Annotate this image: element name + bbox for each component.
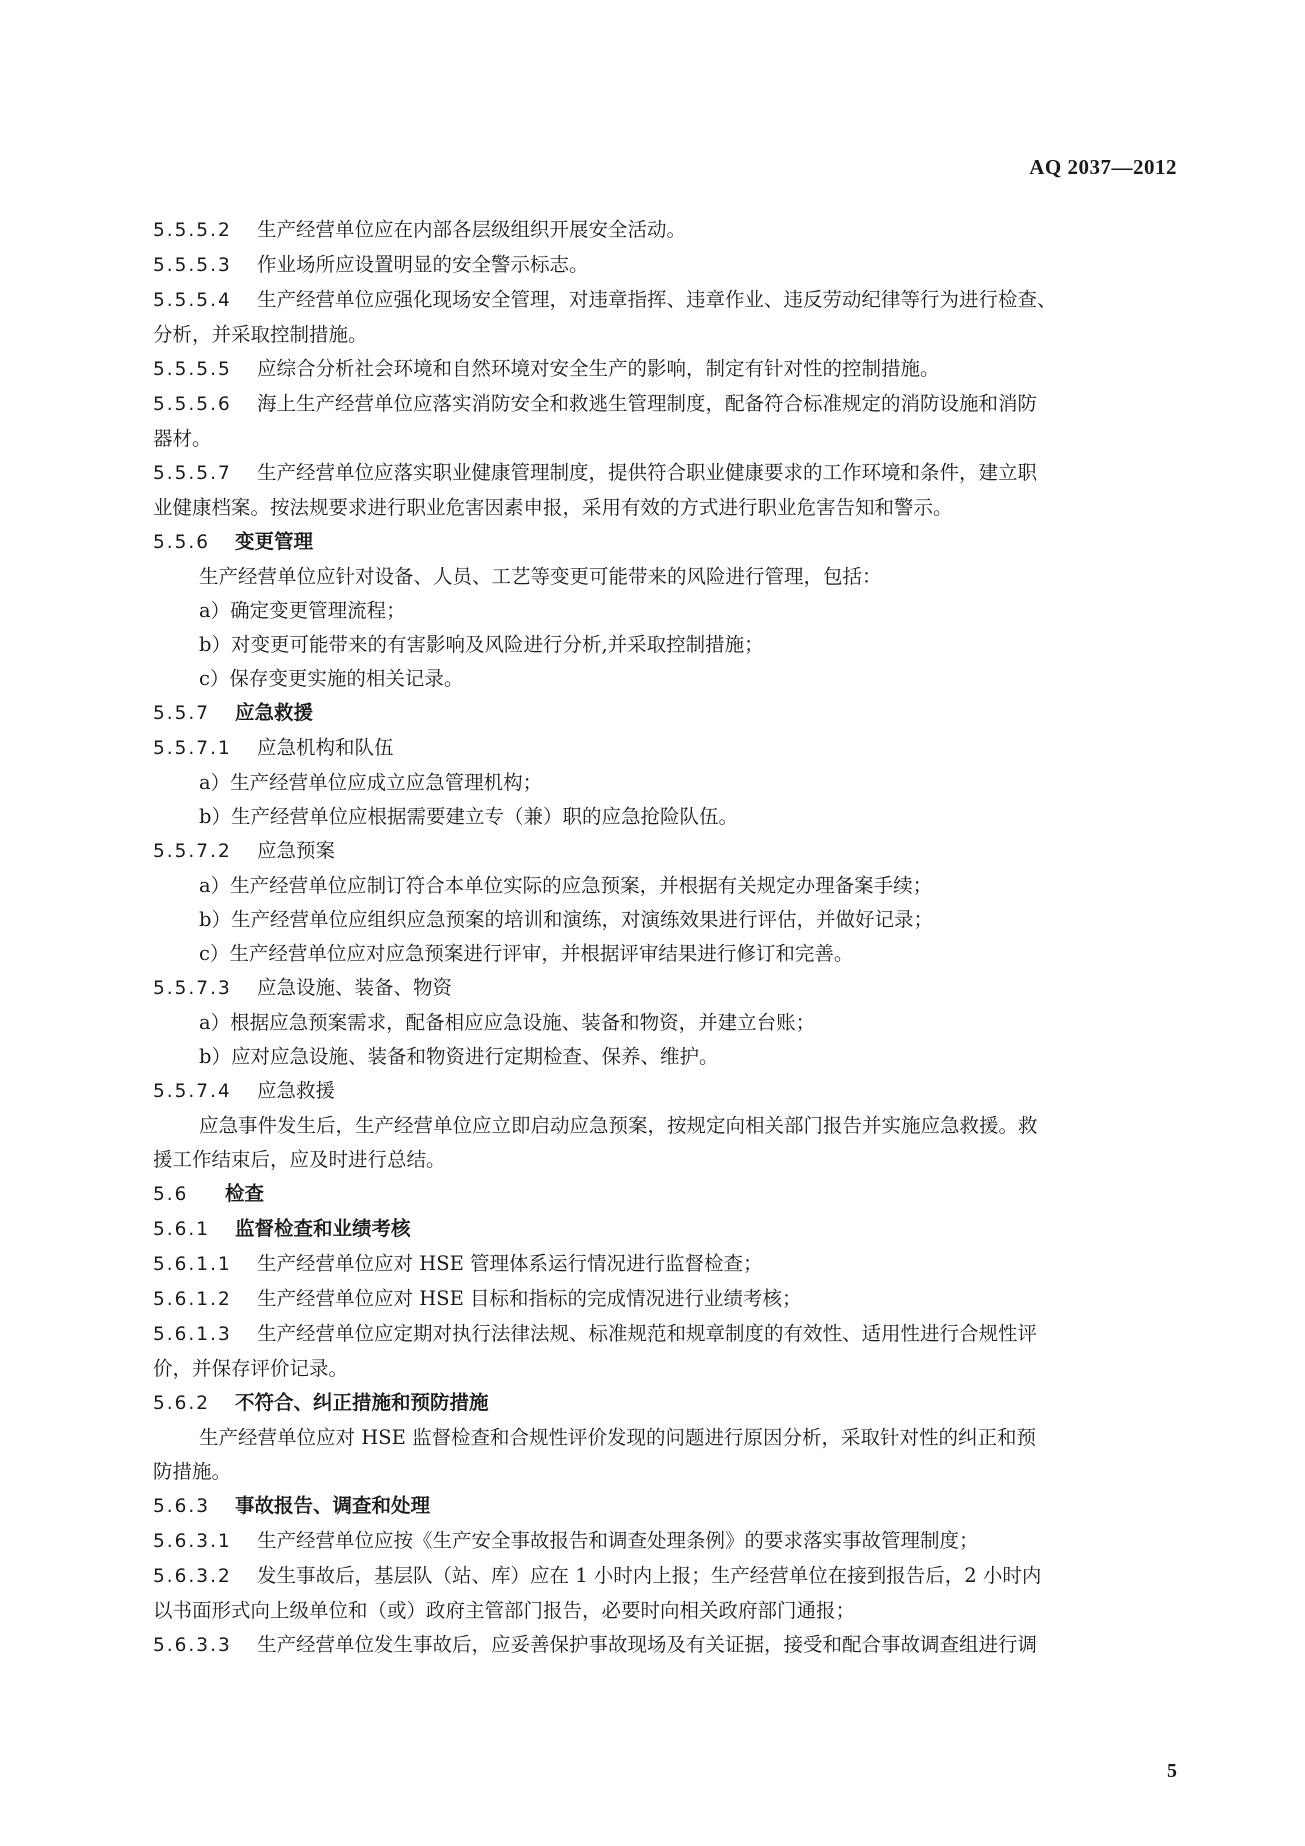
clause-5-6-3-3 (153, 1628, 1177, 1663)
section-title: 不符合、纠正措施和预防措施 (235, 1391, 489, 1414)
clause-text: 应急救援 (257, 1079, 336, 1102)
clause-continuation: 业健康档案。按法规要求进行职业危害因素申报，采用有效的方式进行职业危害告知和警示。 (153, 496, 953, 519)
clause-text: 生产经营单位发生事故后，应妥善保护事故现场及有关证据，接受和配合事故调查组进行调 (257, 1633, 1038, 1656)
clause-number: 5.5.5.6 (153, 394, 232, 415)
section-title: 事故报告、调查和处理 (235, 1494, 431, 1517)
list-item-c: c）保存变更实施的相关记录。 (199, 667, 464, 690)
clause-continuation: 价，并保存评价记录。 (153, 1357, 349, 1380)
clause-text: 生产经营单位应按《生产安全事故报告和调查处理条例》的要求落实事故管理制度； (257, 1529, 979, 1552)
clause-number: 5.5.7.2 (153, 841, 232, 862)
section-number: 5.6.1 (153, 1219, 211, 1240)
clause-5-5-7-1 (153, 731, 1177, 766)
list-item-b: b）对变更可能带来的有害影响及风险进行分析,并采取控制措施； (199, 633, 764, 656)
clause-5-6-3-2 (153, 1559, 1177, 1594)
clause-number: 5.5.5.4 (153, 290, 232, 311)
clause-number: 5.6.3.2 (153, 1566, 232, 1587)
clause-text: 应急预案 (257, 839, 336, 862)
clause-number: 5.6.1.3 (153, 1324, 232, 1345)
list-item-a: a）生产经营单位应制订符合本单位实际的应急预案，并根据有关规定办理备案手续； (199, 874, 933, 897)
clause-text: 作业场所应设置明显的安全警示标志。 (257, 253, 589, 276)
list-item-a: a）生产经营单位应成立应急管理机构； (199, 771, 543, 794)
section-heading-5-6-1 (153, 1212, 1177, 1247)
section-number: 5.5.6 (153, 532, 211, 553)
clause-number: 5.6.1.1 (153, 1254, 232, 1275)
section-heading-5-6 (153, 1177, 1177, 1212)
clause-text: 生产经营单位应强化现场安全管理，对违章指挥、违章作业、违反劳动纪律等行为进行检查、 (257, 288, 1057, 311)
clause-text: 生产经营单位应对 HSE 管理体系运行情况进行监督检查； (257, 1252, 763, 1275)
clause-text: 生产经营单位应落实职业健康管理制度，提供符合职业健康要求的工作环境和条件，建立职 (257, 461, 1038, 484)
section-title: 监督检查和业绩考核 (235, 1217, 411, 1240)
clause-5-5-5-7 (153, 456, 1177, 491)
page-number: 5 (1167, 1760, 1177, 1782)
clause-5-5-5-2 (153, 213, 1177, 248)
section-number: 5.6.3 (153, 1496, 211, 1517)
clause-5-5-5-5 (153, 352, 1177, 387)
clause-number: 5.5.7.4 (153, 1081, 232, 1102)
clause-5-5-7-4 (153, 1074, 1177, 1109)
list-item-c: c）生产经营单位应对应急预案进行评审，并根据评审结果进行修订和完善。 (199, 942, 854, 965)
clause-text: 发生事故后，基层队（站、库）应在 1 小时内上报；生产经营单位在接到报告后，2 小时内 (257, 1564, 1042, 1587)
clause-text: 生产经营单位应对 HSE 目标和指标的完成情况进行业绩考核； (257, 1287, 802, 1310)
list-item-a: a）确定变更管理流程； (199, 599, 406, 622)
section-heading-5-6-3 (153, 1489, 1177, 1524)
paragraph: 生产经营单位应对 HSE 监督检查和合规性评价发现的问题进行原因分析，采取针对性的纠正和预 (199, 1426, 1036, 1449)
list-item-a: a）根据应急预案需求，配备相应应急设施、装备和物资，并建立台账； (199, 1011, 816, 1034)
clause-continuation: 以书面形式向上级单位和（或）政府主管部门报告，必要时向相关政府部门通报； (153, 1599, 856, 1622)
paragraph-continuation: 援工作结束后，应及时进行总结。 (153, 1148, 446, 1171)
paragraph: 生产经营单位应针对设备、人员、工艺等变更可能带来的风险进行管理，包括： (199, 565, 882, 588)
clause-number: 5.6.1.2 (153, 1289, 232, 1310)
clause-5-5-5-4 (153, 283, 1177, 318)
clause-text: 应综合分析社会环境和自然环境对安全生产的影响，制定有针对性的控制措施。 (257, 357, 940, 380)
list-item-b: b）生产经营单位应组织应急预案的培训和演练，对演练效果进行评估，并做好记录； (199, 908, 933, 931)
clause-text: 生产经营单位应定期对执行法律法规、标准规范和规章制度的有效性、适用性进行合规性评 (257, 1322, 1038, 1345)
section-title: 变更管理 (235, 530, 314, 553)
clause-number: 5.5.5.7 (153, 463, 232, 484)
clause-continuation: 器材。 (153, 427, 212, 450)
clause-5-6-3-1 (153, 1524, 1177, 1559)
clause-5-6-1-3 (153, 1317, 1177, 1352)
clause-number: 5.5.5.5 (153, 359, 232, 380)
clause-number: 5.6.3.3 (153, 1635, 232, 1656)
clause-5-5-7-3 (153, 971, 1177, 1006)
page-body (153, 213, 1177, 1663)
section-number: 5.6.2 (153, 1393, 211, 1414)
section-number: 5.5.7 (153, 703, 211, 724)
clause-text: 应急设施、装备、物资 (257, 976, 453, 999)
section-title: 应急救援 (235, 701, 314, 724)
clause-number: 5.5.5.2 (153, 220, 232, 241)
section-heading-5-5-6 (153, 525, 1177, 560)
list-item-b: b）应对应急设施、装备和物资进行定期检查、保养、维护。 (199, 1045, 719, 1068)
paragraph: 应急事件发生后，生产经营单位应立即启动应急预案，按规定向相关部门报告并实施应急救援。救 (199, 1114, 1038, 1137)
section-heading-5-5-7 (153, 696, 1177, 731)
clause-text: 生产经营单位应在内部各层级组织开展安全活动。 (257, 218, 687, 241)
list-item-b: b）生产经营单位应根据需要建立专（兼）职的应急抢险队伍。 (199, 805, 738, 828)
clause-number: 5.5.7.3 (153, 978, 232, 999)
clause-text: 海上生产经营单位应落实消防安全和救逃生管理制度，配备符合标准规定的消防设施和消防 (257, 392, 1038, 415)
clause-5-6-1-2 (153, 1282, 1177, 1317)
clause-number: 5.6.3.1 (153, 1531, 232, 1552)
clause-number: 5.5.5.3 (153, 255, 232, 276)
clause-text: 应急机构和队伍 (257, 736, 394, 759)
document-code: AQ 2037—2012 (1029, 155, 1177, 179)
paragraph-continuation: 防措施。 (153, 1460, 232, 1483)
section-number: 5.6 (153, 1184, 189, 1205)
clause-5-6-1-1 (153, 1247, 1177, 1282)
section-title: 检查 (225, 1182, 265, 1205)
clause-5-5-5-6 (153, 387, 1177, 422)
clause-5-5-5-3 (153, 248, 1177, 283)
clause-continuation: 分析，并采取控制措施。 (153, 323, 368, 346)
clause-5-5-7-2 (153, 834, 1177, 869)
section-heading-5-6-2 (153, 1386, 1177, 1421)
clause-number: 5.5.7.1 (153, 738, 232, 759)
